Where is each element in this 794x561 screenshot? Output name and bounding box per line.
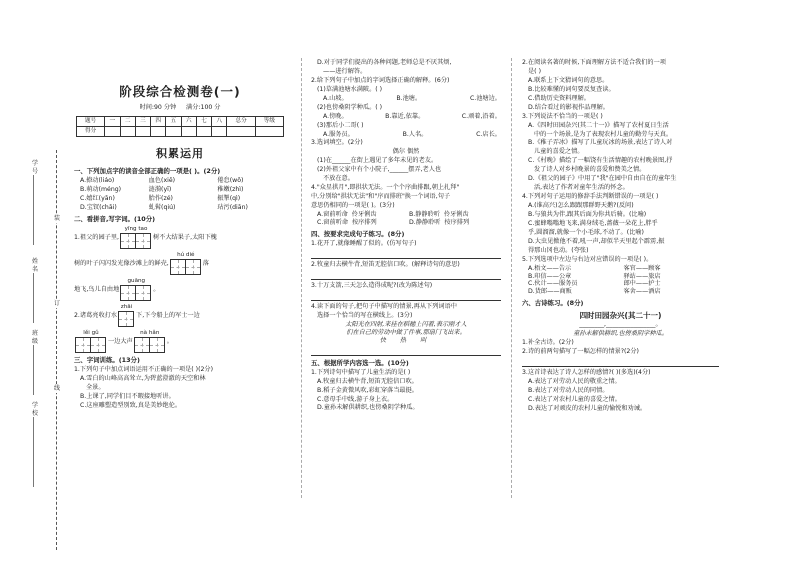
sentence-text: 2.诸葛亮收打水 bbox=[74, 311, 118, 319]
question-text: 2.在阅读名著的时候,下面理解方法不适合我们的一项 bbox=[522, 59, 666, 66]
option[interactable]: B.萌动(méng) bbox=[80, 186, 122, 194]
answer-line[interactable] bbox=[311, 292, 501, 301]
tianzige-box[interactable] bbox=[121, 278, 151, 301]
option[interactable]: D.货郎——商贩 bbox=[528, 288, 572, 296]
tianzige-box[interactable] bbox=[121, 226, 151, 249]
write-line-school[interactable] bbox=[33, 417, 34, 487]
option-cont: 得那山冈也动。(夸张) bbox=[528, 246, 589, 254]
score-label: 满分:100 分 bbox=[186, 104, 221, 111]
pinyin: nà hǎn bbox=[140, 330, 160, 337]
write-line-student-id[interactable] bbox=[33, 175, 34, 245]
score-header-cell: 一 bbox=[105, 116, 120, 126]
q4-title: 四、按要求完成句子练习。(8分) bbox=[311, 229, 405, 238]
option-right: 客舍——酒店 bbox=[623, 288, 661, 296]
q2-line bbox=[74, 278, 286, 301]
option[interactable]: A.表达了对劳动人民的敬重之情。 bbox=[528, 377, 621, 385]
answer-line[interactable] bbox=[522, 358, 719, 367]
option[interactable]: C.表达了对农村儿童的喜爱之情。 bbox=[528, 395, 621, 403]
option[interactable]: D.表达了对顽皮的农村儿童的愉悦和劝诫。 bbox=[528, 404, 647, 412]
q1-option-row bbox=[74, 186, 286, 194]
q6-title: 六、古诗练习。(8分) bbox=[522, 299, 584, 308]
option[interactable]: C.顽着,沿着。 bbox=[461, 112, 501, 120]
question-text: 不放在意。 bbox=[323, 175, 354, 183]
sentence-text: 下,下令船上的军士一边 bbox=[136, 311, 200, 319]
score-header-cell: 题号 bbox=[77, 116, 105, 126]
option[interactable]: C.借助历史资料理解。 bbox=[528, 94, 590, 102]
word-choices: 偶尔 偶然 bbox=[392, 148, 420, 156]
option-cont: 活,表达了作者对童年生活的怀念。 bbox=[534, 184, 629, 192]
question-text: 5.下列选项中左边与右边对应错误的一项是( )。 bbox=[522, 255, 653, 263]
column-1 bbox=[74, 58, 286, 411]
pinyin: yīng tao bbox=[124, 226, 148, 233]
option[interactable]: A.窗前听命 伶牙俐齿 bbox=[317, 210, 377, 218]
option[interactable]: A.撩动(liáo) bbox=[80, 177, 115, 185]
question-text: 意思仍相同的一项是( )。(3分) bbox=[311, 202, 395, 209]
q2-title: 二、看拼音,写字词。(10分) bbox=[74, 214, 156, 223]
q1-title: 一、下列加点字的读音全部正确的一项是( )。(2分) bbox=[74, 167, 221, 176]
option[interactable]: B.比较难懂的词句要反复查读。 bbox=[528, 85, 615, 93]
question-text: 3.十万支箭,三天怎么造得成呢?(改为陈述句) bbox=[311, 281, 433, 289]
option[interactable]: C.《村晚》描绘了一幅饶有生活情趣的农村晚景图,抒 bbox=[528, 157, 673, 165]
fill-blank[interactable]: (1)在______在街上遇见了多年未见的老友。 bbox=[317, 157, 438, 165]
score-row-label: 得分 bbox=[77, 126, 105, 136]
option[interactable]: D.宝钗(chāi) bbox=[80, 204, 117, 212]
option[interactable]: A.联系上下文猜词句的意思。 bbox=[528, 76, 609, 84]
binding-margin bbox=[0, 0, 70, 561]
section-title: 积累运用 bbox=[156, 146, 204, 160]
option: 稚嫩(zhì) bbox=[217, 186, 244, 194]
score-header-cell: 等级 bbox=[255, 116, 283, 126]
column-divider bbox=[301, 58, 302, 498]
answer-line[interactable] bbox=[311, 347, 501, 356]
option[interactable]: C.池塘边。 bbox=[469, 94, 501, 102]
passage: 们在自己的劳动中做了件事,那扇门飞出来。 bbox=[346, 328, 466, 336]
sentence-text: 1.祖父的园子里, bbox=[74, 233, 119, 241]
option[interactable]: A.山坡。 bbox=[323, 94, 348, 102]
write-line-name[interactable] bbox=[33, 273, 34, 323]
option[interactable]: C.窗前听命 按序排列 bbox=[317, 218, 377, 226]
option[interactable]: B.表达了对劳动人民的同情。 bbox=[528, 386, 609, 394]
question-text: 3.这首诗表达了诗人怎样的感情?( )(多选)(4分) bbox=[522, 368, 651, 376]
score-header-cell: 二 bbox=[120, 116, 135, 126]
option-grid bbox=[311, 211, 501, 227]
question-text: 2.诗的前两句描写了一幅怎样的情景?(2分) bbox=[522, 347, 639, 355]
option[interactable]: A.雪白的山峰高高耸立,为碧蓝澄澈的天空和林 bbox=[80, 375, 206, 383]
exam-title: 阶段综合检测卷(一) bbox=[119, 84, 241, 99]
option[interactable]: C.这座雕塑造型别致,真是美妙绝伦。 bbox=[80, 402, 182, 410]
column-divider bbox=[511, 58, 512, 498]
poem-line: 童孙未解供耕织,也傍桑阴学种瓜。 bbox=[573, 330, 668, 338]
option: 振掣(qì) bbox=[217, 195, 241, 203]
score-cell[interactable] bbox=[135, 126, 150, 136]
q1-option-row bbox=[74, 195, 286, 203]
option-cont: ——进行解答。 bbox=[323, 67, 367, 75]
pinyin: zhāi bbox=[120, 304, 133, 311]
fill-blank[interactable]: (2)外祖父家中有个小院子,______摆弄,老人也 bbox=[317, 166, 442, 174]
option-right: 客官——顾客 bbox=[623, 264, 661, 272]
binding-mark: 订 bbox=[53, 300, 60, 307]
pinyin: lěi gǔ bbox=[83, 330, 99, 337]
option: 血色(xiě) bbox=[148, 177, 176, 185]
option[interactable]: C.嬉红(yān) bbox=[80, 195, 115, 203]
option[interactable]: B.稻子金黄微风吹,彩虹穿落当最挺。 bbox=[317, 386, 418, 394]
option[interactable]: A.《四时田园杂兴(其二十一)》描写了农村夏日生活 bbox=[528, 121, 669, 129]
q1-option-row bbox=[74, 204, 286, 212]
sentence-text: 树的叶子闪闪发光像沙滩上的鲜壳, bbox=[74, 259, 169, 267]
option[interactable]: D.童孙未解供耕织,也傍桑阴学种瓜。 bbox=[317, 404, 419, 412]
option: 虬髯(qiú) bbox=[148, 204, 176, 212]
passage: 太阳光在四射,来挂在稻穗上闪着,表示刚才人 bbox=[345, 320, 467, 328]
score-header-cell: 三 bbox=[135, 116, 150, 126]
option-cont: 全景。 bbox=[86, 384, 105, 392]
option-cont: 中的一个场景,是为了表现农村儿童的勤劳与天真。 bbox=[534, 130, 673, 138]
option[interactable]: B.印信——公章 bbox=[528, 272, 572, 280]
score-cell[interactable] bbox=[105, 126, 120, 136]
tianzige-box[interactable] bbox=[171, 252, 201, 275]
question-text: 4.读下面的句子,把句子中描写的情景,再从下列词语中 bbox=[311, 302, 457, 310]
question-text: (2)也傍桑阴学种瓜。( ) bbox=[317, 103, 383, 111]
option-right: 郎中——护士 bbox=[623, 280, 661, 288]
option-row bbox=[311, 113, 501, 121]
pinyin: guāng bbox=[127, 278, 146, 285]
binding-mark: 线 bbox=[53, 385, 60, 392]
option[interactable]: B.上课了,同学们目不暇接地听讲。 bbox=[80, 393, 175, 401]
pinyin: hú dié bbox=[177, 252, 195, 259]
sentence-text: 落 bbox=[202, 259, 209, 267]
exam-meta bbox=[74, 104, 286, 112]
question-text: (3)那后小二哥( ) bbox=[317, 121, 364, 129]
tianzige-box[interactable] bbox=[76, 330, 106, 353]
option[interactable]: C.店长。 bbox=[476, 130, 501, 138]
binding-mark: 装 bbox=[53, 215, 60, 222]
tianzige-box[interactable] bbox=[135, 330, 165, 353]
score-header-cell: 五 bbox=[166, 116, 181, 126]
label-student-id: 学号 bbox=[31, 160, 38, 175]
score-table bbox=[76, 116, 284, 137]
q2-line bbox=[74, 304, 286, 327]
option[interactable]: A.牧童归去横牛背,短笛无腔信口吹。 bbox=[317, 377, 418, 385]
label-class: 班级 bbox=[31, 330, 38, 345]
option[interactable]: A.服务员。 bbox=[323, 130, 354, 138]
option[interactable]: B.靠近,依靠。 bbox=[385, 112, 425, 120]
question-text: 1.补全古诗。(2分) bbox=[522, 338, 574, 346]
score-header-cell: 六 bbox=[181, 116, 196, 126]
question-text: 1.下列诗句中描写了儿童生活的是( ) bbox=[311, 368, 411, 376]
score-cell[interactable] bbox=[255, 126, 283, 136]
option-cont: 发了诗人对乡村晚景的喜爱和赞美之情。 bbox=[534, 166, 646, 174]
answer-line[interactable] bbox=[311, 271, 501, 280]
question-text: (1)草满池塘水满陂。( ) bbox=[317, 85, 383, 93]
question-text: 2.牧童归去横牛背,短笛无腔信口吹。(解释诗句的意思) bbox=[311, 260, 460, 268]
score-header-cell: 总分 bbox=[227, 116, 255, 126]
score-cell[interactable] bbox=[151, 126, 166, 136]
option[interactable]: D.对于同学们提出的各种问题,老师总是不厌其烦, bbox=[317, 59, 452, 66]
tianzige-box[interactable] bbox=[119, 304, 134, 327]
option-cont: 乎,圆溜溜,就像一个小毛球,不动了。(比喻) bbox=[528, 228, 644, 236]
q3-title: 三、字词训练。(13分) bbox=[74, 356, 140, 365]
option: 玷污(diān) bbox=[217, 204, 248, 212]
q2-line bbox=[74, 252, 286, 275]
score-header-cell: 四 bbox=[151, 116, 166, 126]
sentence-text: 。 bbox=[166, 337, 173, 345]
sentence-text: 树不大结果子,太阳下槐 bbox=[153, 233, 217, 241]
score-header-cell: 八 bbox=[212, 116, 227, 126]
option-row bbox=[311, 95, 501, 103]
score-cell[interactable] bbox=[196, 126, 211, 136]
question-text: 选择一个恰当的写在横线上。(3分) bbox=[317, 311, 413, 319]
option: 倦怠(wō) bbox=[217, 177, 244, 185]
option[interactable]: D.结合看过的影视作品理解。 bbox=[528, 103, 609, 111]
option[interactable]: D.《祖父的园子》中用了"我"在园中自由自在的童年生 bbox=[528, 175, 677, 183]
sentence-text: 一边大声 bbox=[108, 337, 133, 345]
option[interactable]: B.静静聆听 伶牙俐齿 bbox=[409, 210, 469, 218]
option: 涟漪(yī) bbox=[148, 186, 172, 194]
score-cell[interactable] bbox=[120, 126, 135, 136]
option[interactable]: B.《稚子弄冰》描写了儿童玩冰的场景,表达了诗人对 bbox=[528, 139, 673, 147]
q5-title: 五、根据所学内容选一选。(10分) bbox=[311, 358, 409, 367]
score-cell[interactable] bbox=[227, 126, 255, 136]
option[interactable]: C.意母手中线,游子身上衣。 bbox=[317, 395, 394, 403]
label-school: 学校 bbox=[31, 402, 38, 417]
option-row bbox=[311, 131, 501, 139]
option[interactable]: A.梧文——告示 bbox=[528, 264, 572, 272]
score-cell[interactable] bbox=[212, 126, 227, 136]
column-2 bbox=[311, 58, 501, 413]
sentence-text: 。 bbox=[153, 285, 160, 293]
poem-title: 四时田园杂兴(其二十一) bbox=[579, 310, 662, 320]
score-cell[interactable] bbox=[166, 126, 181, 136]
question-text: 是( ) bbox=[528, 67, 541, 75]
poem-blank-line[interactable]: ________,________________。 bbox=[579, 321, 662, 329]
question-text: 2.给下列句子中加点的字词选择正确的解释。(6分) bbox=[311, 76, 450, 84]
option[interactable]: C.伙计——服务员 bbox=[528, 280, 578, 288]
option[interactable]: A.傍晚。 bbox=[323, 112, 348, 120]
time-label: 时间:90 分钟 bbox=[139, 104, 177, 111]
question-text: 中,分别给"拱状无法"和"序而排班"换一个词语,句子 bbox=[311, 193, 451, 201]
question-text: 3.下列说法不恰当的一项是( ) bbox=[522, 112, 603, 120]
option-cont: 儿童的喜爱之情。 bbox=[534, 148, 584, 156]
question-text: 4."众星拱月",即拱状无法。一个个序曲排跟,朝上扎拜" bbox=[311, 184, 460, 192]
write-line-class[interactable] bbox=[33, 345, 34, 395]
option[interactable]: B.人名。 bbox=[402, 130, 428, 138]
question-text: 1.花开了,就像睡醒了似的。(仿写句子) bbox=[311, 240, 417, 247]
score-cell[interactable] bbox=[181, 126, 196, 136]
option[interactable]: C.蜜蜂嗡嗡地飞来,满身绒毛,蔷薇一朵花上,胖乎 bbox=[528, 219, 658, 227]
option[interactable]: B.与狼共为伴,跟其后面为你共后骑。(比喻) bbox=[528, 210, 647, 218]
score-header-cell: 七 bbox=[196, 116, 211, 126]
question-text: 4.下列对句子运用的修辞手法判断错误的一项是( ) bbox=[522, 193, 659, 201]
column-3 bbox=[522, 58, 719, 414]
option: 胎作(zé) bbox=[148, 195, 173, 203]
option[interactable]: D.大虫见掀他不着,吼一声,却似半天里起个霹雳,振 bbox=[528, 237, 665, 245]
label-name: 姓名 bbox=[31, 258, 38, 273]
binding-dash-line bbox=[56, 150, 57, 550]
option[interactable]: A.(谁高兴)怎么跟跟那群野天鹅?(反问) bbox=[528, 202, 634, 209]
answer-line[interactable] bbox=[311, 250, 501, 259]
q1-option-row bbox=[74, 177, 286, 185]
option[interactable]: B.池塘。 bbox=[396, 94, 422, 102]
option[interactable]: D.静静聆听 按序排列 bbox=[409, 218, 470, 226]
q2-line bbox=[74, 330, 286, 353]
option-right: 驿站——旅店 bbox=[623, 272, 661, 280]
option-grid bbox=[522, 265, 719, 297]
q2-line bbox=[74, 226, 286, 249]
question-text: 3.选词填空。(2分) bbox=[311, 139, 363, 147]
question-text: 1.下列句子中加点词语运用不正确的一项是( )(2分) bbox=[74, 366, 214, 374]
word-choices: 快 热 叫 bbox=[379, 336, 433, 344]
sentence-text: 地飞,鸟儿自由地 bbox=[74, 285, 120, 293]
